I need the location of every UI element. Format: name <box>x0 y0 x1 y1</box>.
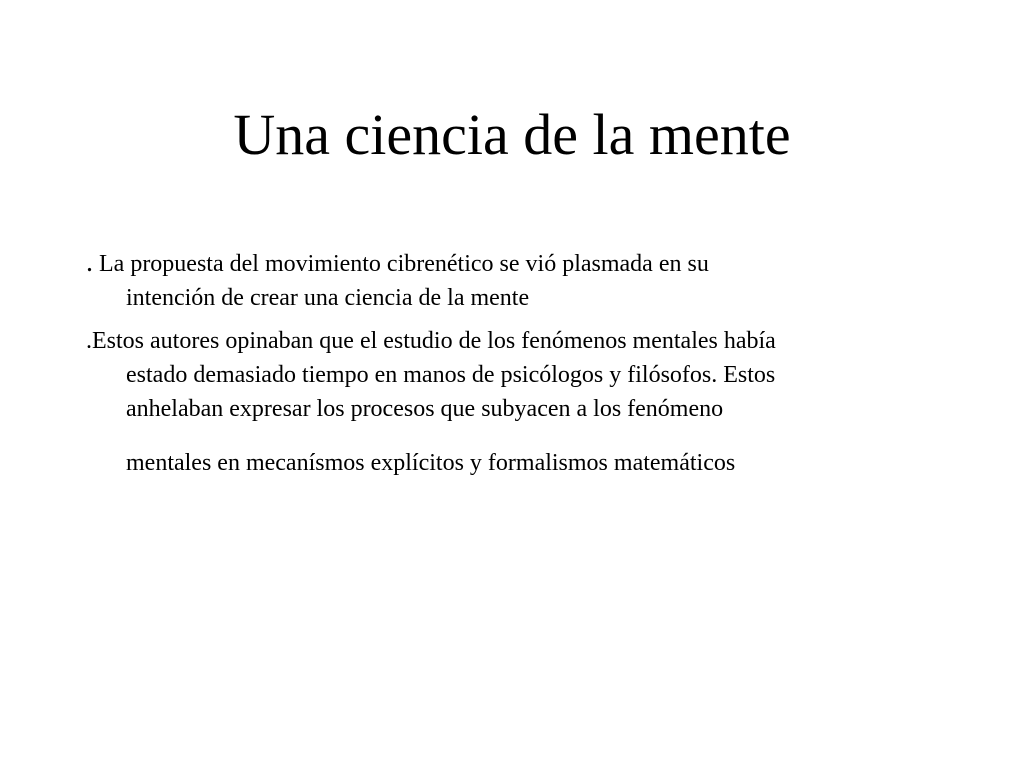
paragraph-text: Estos autores opinaban que el estudio de los fenómenos mentales había <box>92 328 776 354</box>
paragraph-cybernetics-proposal <box>86 246 946 315</box>
bullet-marker: . <box>86 247 93 278</box>
paragraph-text: La propuesta del movimiento cibrenético se vió plasmada en su <box>93 251 709 277</box>
paragraph-line: estado demasiado tiempo en manos de psicólogos y filósofos. Estos <box>126 362 776 388</box>
paragraph-line <box>86 246 946 281</box>
paragraph-line: intención de crear una ciencia de la mente <box>126 285 530 311</box>
slide-title: Una ciencia de la mente <box>233 102 791 167</box>
paragraph-line: anhelaban expresar los procesos que subyacen a los fenómeno <box>126 396 724 422</box>
paragraph-line <box>86 324 946 358</box>
paragraph-authors-opinion <box>86 324 946 480</box>
bullet-marker: . <box>86 328 92 354</box>
paragraph-line: mentales en mecanísmos explícitos y formalismos matemáticos <box>126 450 736 476</box>
